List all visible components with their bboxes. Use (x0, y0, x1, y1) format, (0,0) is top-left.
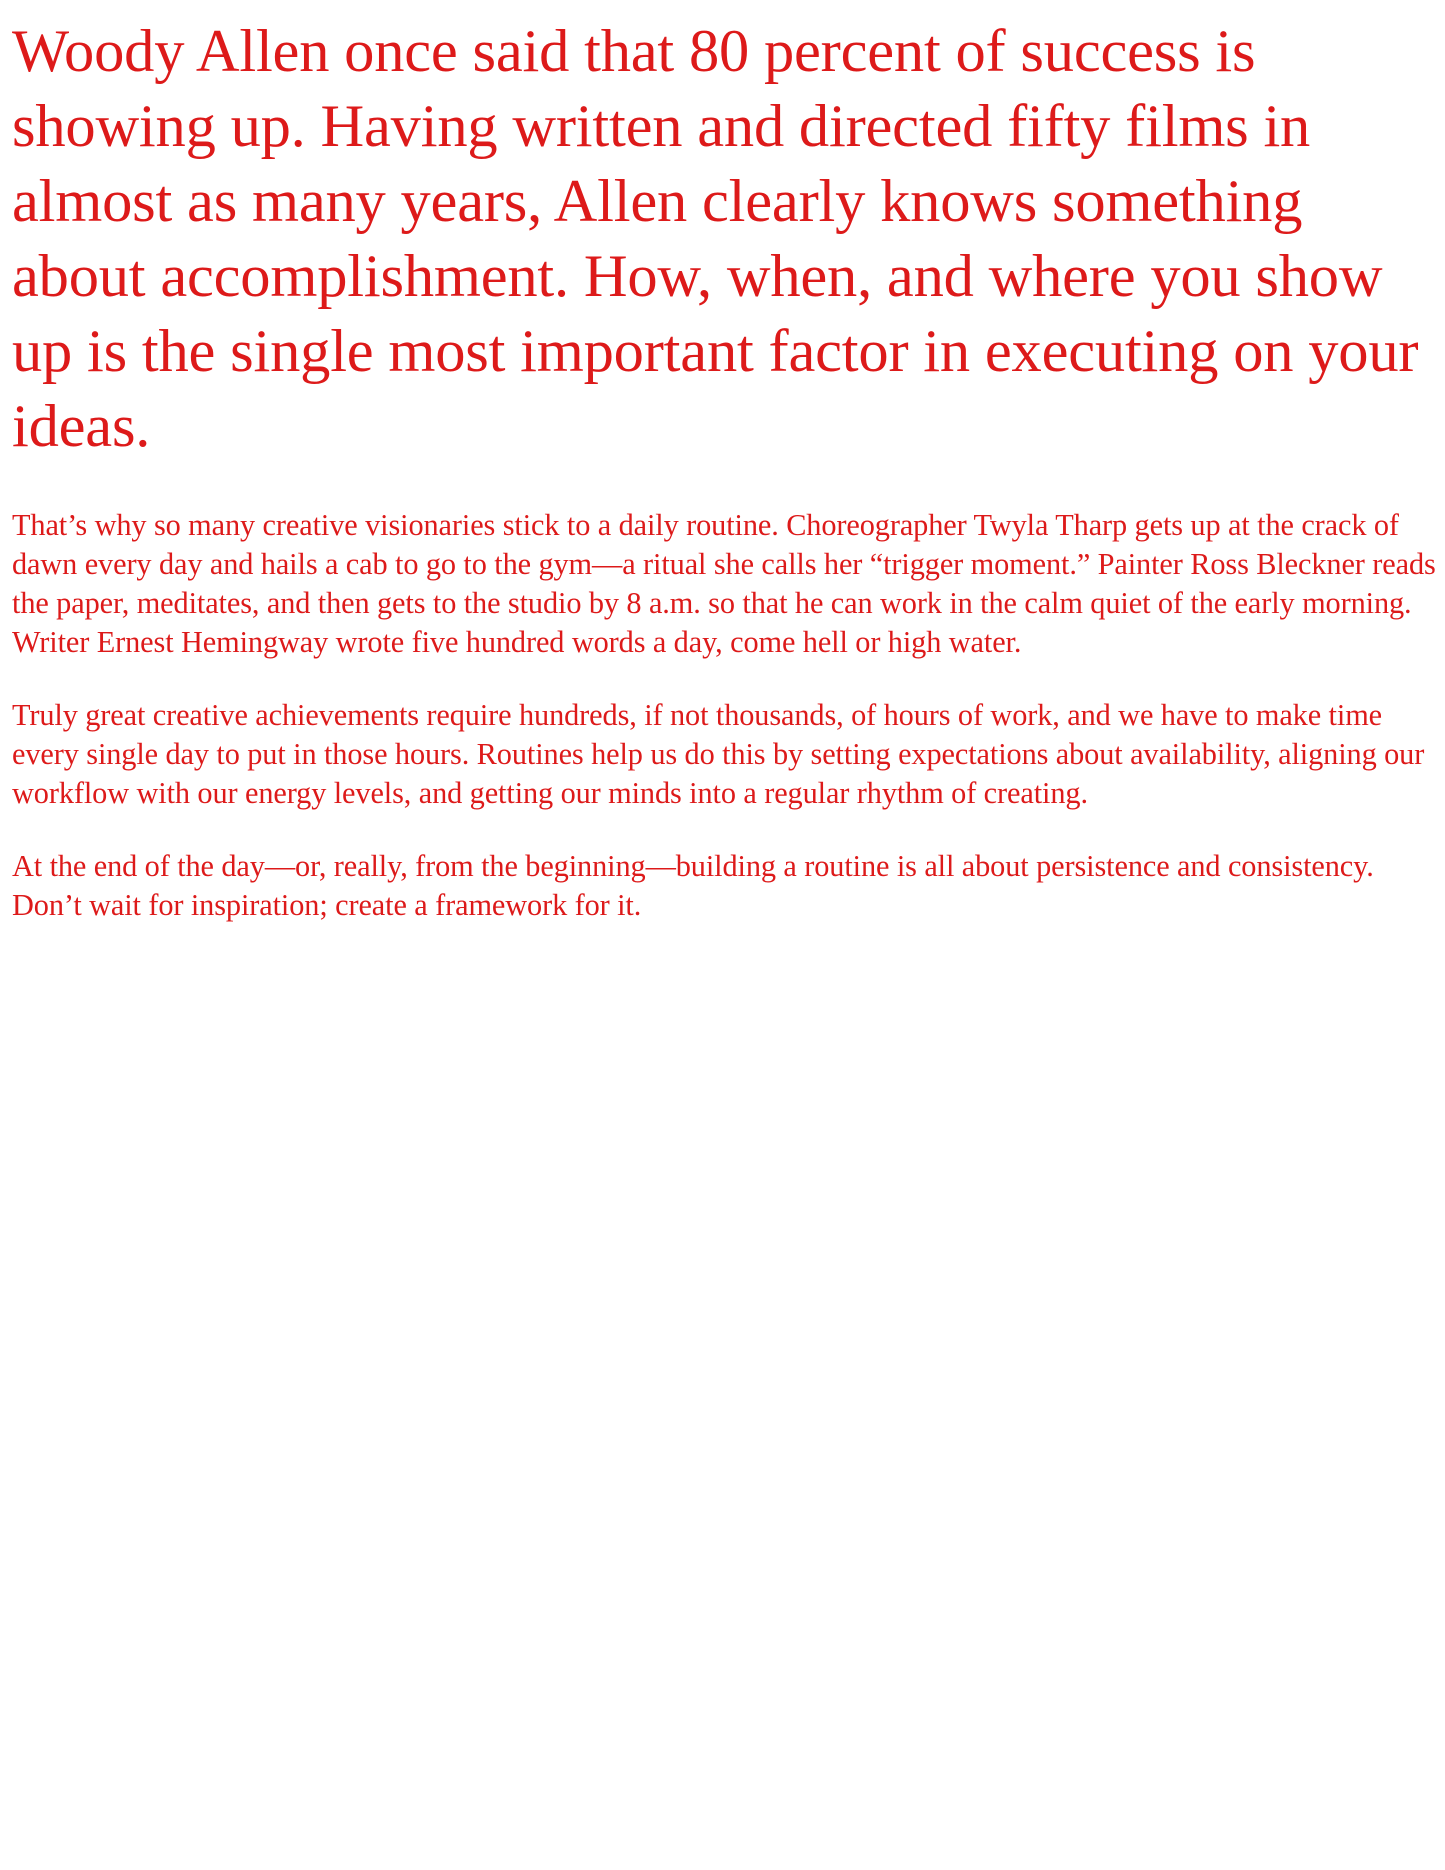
body-paragraph-conclusion: At the end of the day—or, really, from the beginning—building a routine is all about persistence and consistency. Don’t wait for inspiration; create a framework for it. (12, 849, 1374, 922)
body-paragraph-achievements: Truly great creative achievements require hundreds, if not thousands, of hours of work, and we have to make time every single day to put in those hours. Routines help us do this by setting expectations about availability, aligning our workflow with our energy levels, and getting our minds into a regular rhythm of creating. (12, 698, 1425, 810)
document-page (12, 14, 1437, 959)
lead-paragraph: Woody Allen once said that 80 percent of success is showing up. Having written and directed fifty films in almost as many years, Allen clearly knows something about accomplishment. How, when, and where you show up is the single most important factor in executing on your ideas. (12, 18, 1419, 460)
body-paragraph-routines: That’s why so many creative visionaries stick to a daily routine. Choreographer Twyla Tharp gets up at the crack of dawn every day and hails a cab to go to the gym—a ritual she calls her “trigger moment.” Painter Ross Bleckner reads the paper, meditates, and then gets to the studio by 8 a.m. so that he can work in the calm quiet of the early morning. Writer Ernest Hemingway wrote five hundred words a day, come hell or high water. (12, 508, 1436, 659)
